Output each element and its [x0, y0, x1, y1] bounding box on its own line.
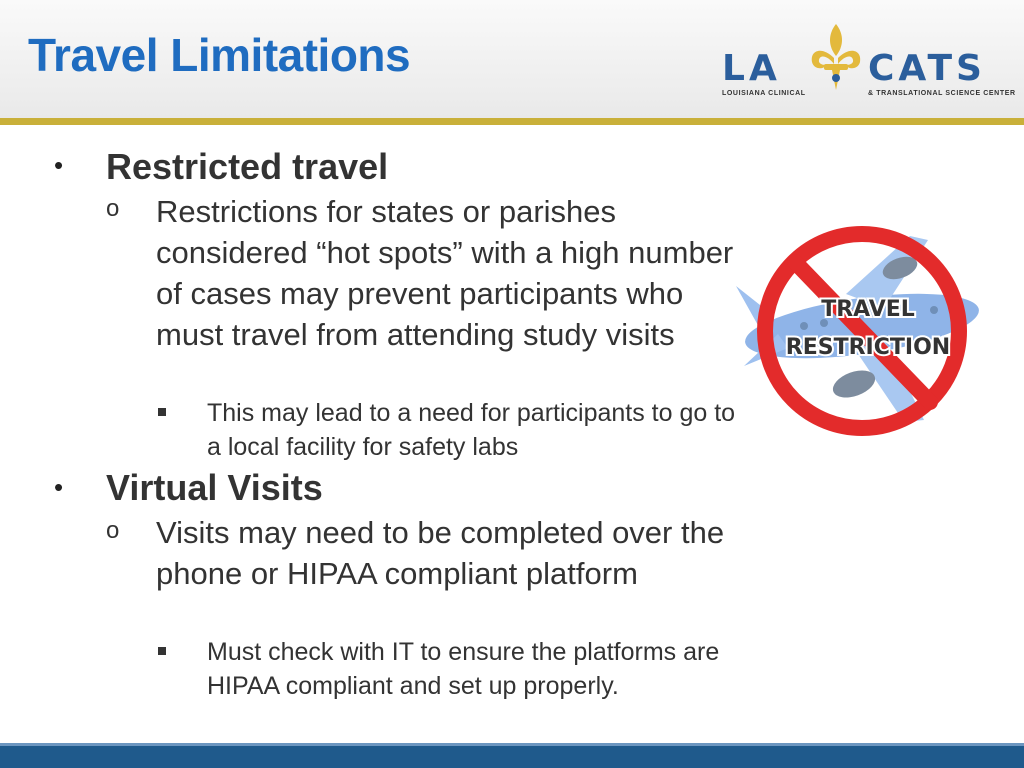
bullet-icon: •: [54, 150, 64, 180]
sub-bullet-icon: o: [106, 195, 120, 222]
fleur-de-lis-icon: [806, 20, 866, 102]
illustration-line-2: RESTRICTION: [785, 335, 951, 360]
gold-divider: [0, 118, 1024, 125]
lacats-logo: [718, 20, 1016, 102]
footer-bar: [0, 746, 1024, 768]
bullet-icon: •: [54, 472, 64, 502]
slide-title: Travel Limitations: [28, 29, 411, 81]
illustration-line-1: TRAVEL: [821, 297, 915, 322]
restricted-travel-sub-item: This may lead to a need for participants to go to a local facility for safety labs: [207, 399, 736, 461]
slide-header: [0, 0, 1024, 118]
logo-left-word: LA: [722, 48, 781, 89]
sub-bullet-icon: o: [106, 517, 120, 544]
logo-right-subtitle: & TRANSLATIONAL SCIENCE CENTER: [868, 90, 1016, 97]
no-travel-airplane-icon: [734, 216, 990, 446]
section-heading-restricted-travel: Restricted travel: [106, 146, 389, 187]
virtual-visits-sub-item: Must check with IT to ensure the platforms are HIPAA compliant and set up properly.: [207, 638, 720, 700]
virtual-visits-item: Visits may need to be completed over the phone or HIPAA compliant platform: [156, 515, 725, 591]
logo-right-word: CATS: [868, 48, 986, 89]
square-bullet-icon: [158, 408, 166, 416]
section-heading-virtual-visits: Virtual Visits: [106, 467, 323, 508]
restricted-travel-item: Restrictions for states or parishes considered “hot spots” with a high number of cases may prevent participants who must travel from attending study visits: [156, 194, 734, 352]
logo-left-subtitle: LOUISIANA CLINICAL: [722, 90, 806, 97]
square-bullet-icon: [158, 647, 166, 655]
